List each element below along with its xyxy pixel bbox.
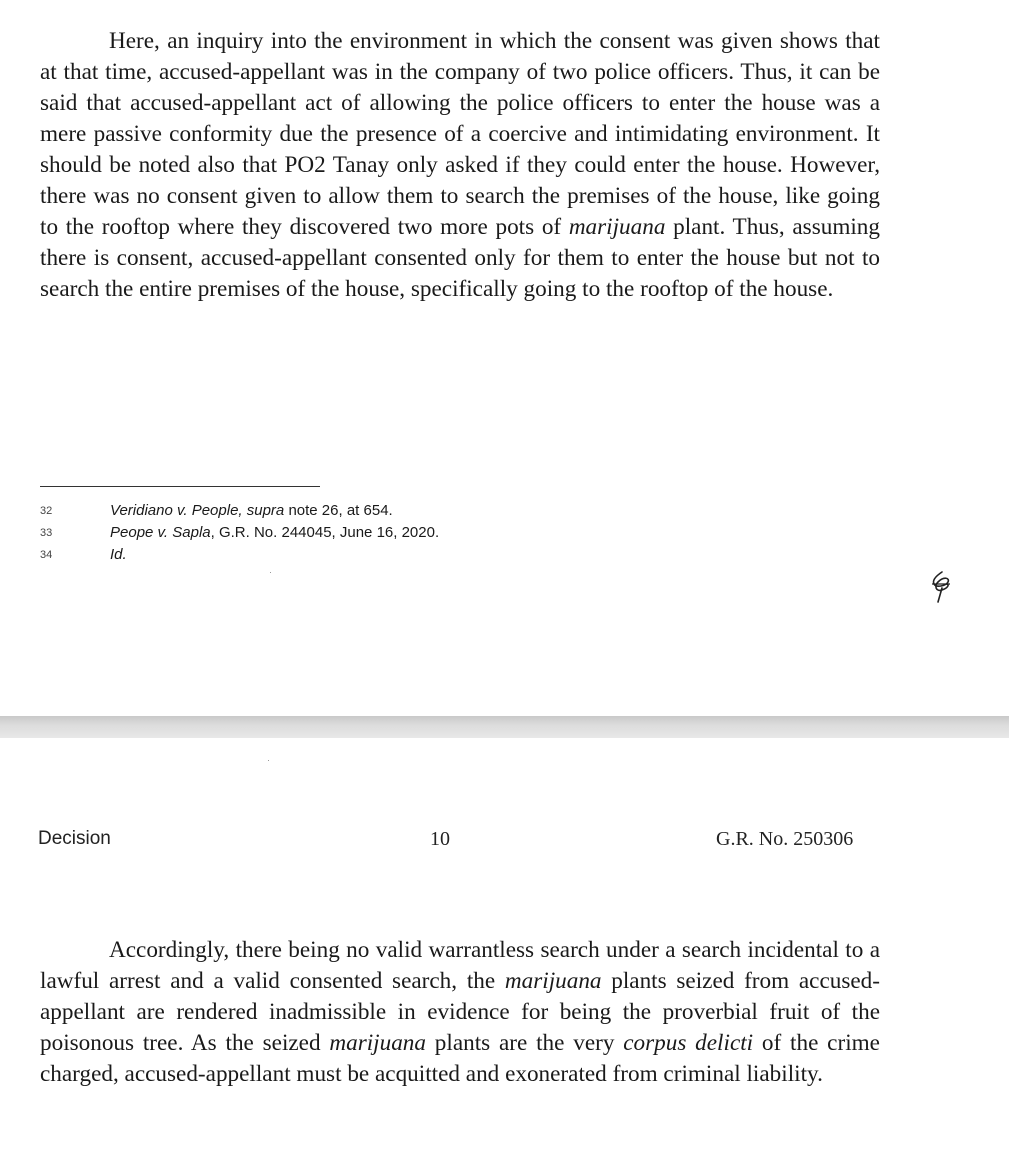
text-segment: Accordingly, there being no valid warrantless search under a search incidental to a lawful arrest and a valid consented search, the — [40, 937, 880, 994]
page-number: 10 — [430, 828, 450, 850]
footnote-text — [110, 545, 127, 565]
text-segment: plants are the very — [426, 1030, 624, 1056]
footnote-number: 34 — [40, 549, 53, 561]
text-segment: of the crime charged, accused-appellant must be acquitted and exonerated from criminal liability. — [40, 1030, 880, 1087]
case-number: G.R. No. 250306 — [716, 828, 854, 850]
footnote-citation: Id. — [110, 546, 127, 563]
handwritten-initial-icon — [926, 568, 956, 608]
text-segment: plants seized from accused-appellant are rendered inadmissible in evidence for being the proverbial fruit of the poisonous tree. As the seized — [40, 968, 880, 1056]
body-paragraph-conclusion — [40, 935, 880, 1090]
text-segment: Here, an inquiry into the environment in which the consent was given shows that at that time, accused-appellant was in the company of two police officers. Thus, it can be said that accused-appellant act of allowing the police officers to enter the house was a mere passive conformity due the presence of a coercive and intimidating environment. It should be noted also that PO2 Tanay only asked if they could enter the house. However, there was no consent given to allow them to search the premises of the house, like going to the rooftop where they discovered two more pots of — [40, 28, 880, 240]
footnote-rest: note 26, at 654. — [284, 502, 393, 519]
footnote-number: 33 — [40, 527, 53, 539]
italic-term: marijuana — [504, 968, 602, 994]
footnote-rest: , G.R. No. 244045, June 16, 2020. — [210, 524, 440, 541]
footnote-separator — [40, 486, 320, 487]
italic-term: corpus delicti — [623, 1030, 754, 1056]
footnote-citation: Peope v. Sapla — [110, 524, 211, 541]
page-header-title: Decision — [38, 828, 111, 849]
scan-speck — [270, 572, 271, 573]
text-segment: plant. Thus, assuming there is consent, accused-appellant consented only for them to enter the house but not to search the entire premises of the house, specifically going to the rooftop of the house. — [40, 214, 880, 302]
italic-term: marijuana — [329, 1030, 426, 1056]
footnote-number: 32 — [40, 505, 53, 517]
footnote-text — [110, 523, 439, 543]
footnote-text — [110, 501, 393, 521]
page-separator — [0, 716, 1009, 738]
body-paragraph-consent — [40, 26, 880, 305]
italic-term: marijuana — [568, 214, 666, 240]
scan-speck — [268, 760, 269, 761]
footnote-citation: Veridiano v. People, supra — [110, 502, 285, 519]
